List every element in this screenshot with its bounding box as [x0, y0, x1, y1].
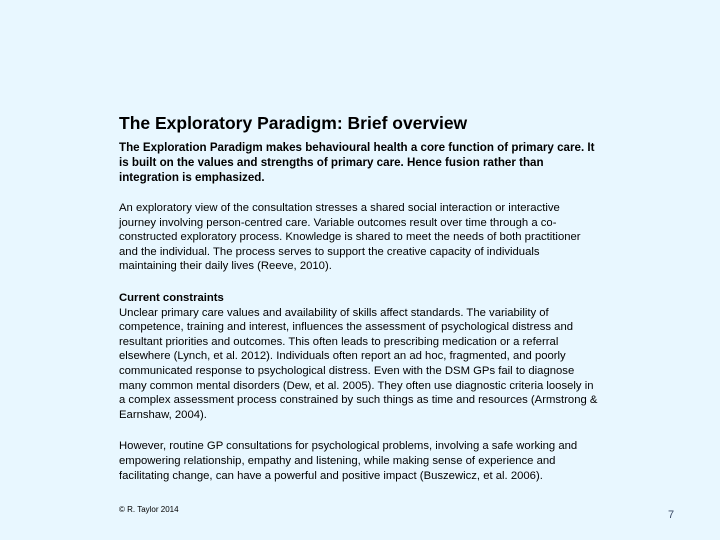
intro-paragraph: The Exploration Paradigm makes behavioural health a core function of primary care. It is built on the values and strengths of primary care. Hence fusion rather than integration is emphasized.	[119, 141, 595, 184]
copyright-notice: © R. Taylor 2014	[119, 505, 179, 514]
exploratory-view-paragraph: An exploratory view of the consultation stresses a shared social interaction or interactive journey involving person-centred care. Variable outcomes result over time through a co-constructed exploratory process. Knowledge is shared to meet the needs of both practitioner and the individual. The process serves to support the creative capacity of individuals maintaining their daily lives (Reeve, 2010).	[119, 202, 581, 273]
constraints-heading: Current constraints	[119, 291, 224, 304]
page-number: 7	[668, 509, 675, 521]
constraints-body: Unclear primary care values and availability of skills affect standards. The variability of competence, training and interest, influences the assessment of psychological distress and resultant priorities and outcomes. This often leads to prescribing medication or a referral elsewhere (Lynch, et al. 2012). Individuals often report an ad hoc, fragmented, and poorly communicated response to psychological distress. Even with the DSM GPs fail to diagnose many common mental disorders (Dew, et al. 2005). They often use diagnostic criteria loosely in a complex assessment process constrained by such things as time and resources (Armstrong & Earnshaw, 2004).	[119, 306, 598, 421]
slide-content	[119, 113, 599, 500]
slide-title: The Exploratory Paradigm: Brief overview	[119, 113, 468, 133]
constraints-section	[119, 291, 599, 422]
consultation-impact-paragraph: However, routine GP consultations for psychological problems, involving a safe working and empowering relationship, empathy and listening, while making sense of experience and facilitating change, can have a powerful and positive impact (Buszewicz, et al. 2006).	[119, 440, 578, 482]
